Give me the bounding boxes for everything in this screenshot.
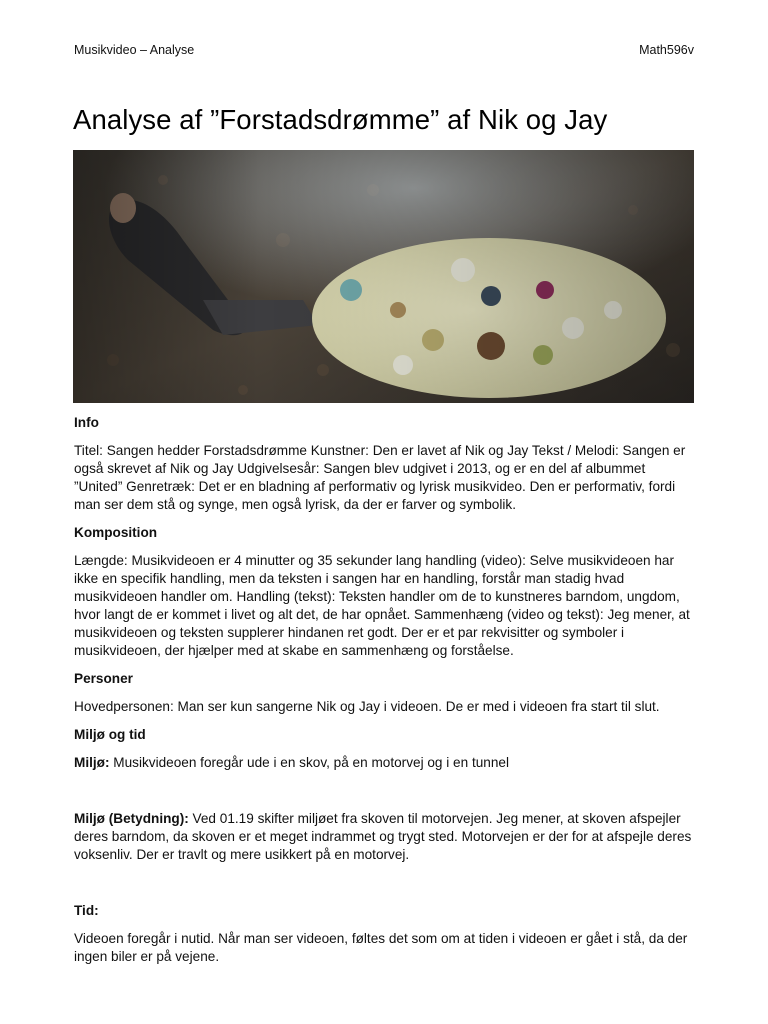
- betydning-paragraph: [74, 810, 696, 864]
- music-video-still-image: [73, 150, 694, 403]
- betydning-text: Ved 01.19 skifter miljøet fra skoven til motorvejen. Jeg mener, at skoven afspejler deres barndom, da skoven er et meget indrammet og trygt sted. Motorvejen er der for at afspejle deres voksenliv. Der er travlt og mere usikkert på en motorvej.: [74, 811, 692, 862]
- document-title: Analyse af ”Forstadsdrømme” af Nik og Jay: [73, 104, 608, 135]
- komposition-paragraph: Længde: Musikvideoen er 4 minutter og 35 sekunder lang handling (video): Selve musikvideoen har ikke en specifik handling, men da teksten i sangen har en handling, forstår man stadig hvad musikvideoen handler om. Handling (tekst): Teksten handler om de to kunstneres barndom, ungdom, hvor langt de er kommet i livet og alt det, de har opnået. Sammenhæng (video og tekst): Jeg mener, at musikvideoen og teksten supplerer hindanen ret godt. Der er et par rekvisitter og symboler i musikvideoen, der hjælper med at skabe en sammenhæng og forståelse.: [74, 553, 690, 658]
- personer-paragraph: Hovedpersonen: Man ser kun sangerne Nik og Jay i videoen. De er med i videoen fra start til slut.: [74, 699, 660, 714]
- personer-heading: Personer: [74, 671, 133, 686]
- document-body: [74, 414, 696, 966]
- info-paragraph: Titel: Sangen hedder Forstadsdrømme Kunstner: Den er lavet af Nik og Jay Tekst / Melodi: Sangen er også skrevet af Nik og Jay Udgivelsesår: Sangen blev udgivet i 2013, og er en del af albummet ”United” Genretræk: Det er en bladning af performativ og lyrisk musikvideo. Den er performativ, fordi man ser dem stå og synge, men også lyrisk, da der er farver og symbolik.: [74, 443, 686, 512]
- miljo-label: Miljø:: [74, 755, 110, 770]
- header-right: Math596v: [639, 43, 694, 57]
- page-header: [74, 43, 694, 61]
- tid-paragraph: Videoen foregår i nutid. Når man ser videoen, føltes det som om at tiden i videoen er gået i stå, da der ingen biler er på vejene.: [74, 931, 688, 964]
- komposition-heading: Komposition: [74, 525, 158, 540]
- info-heading: Info: [74, 415, 99, 430]
- miljo-paragraph: [74, 754, 696, 772]
- miljo-text: Musikvideoen foregår ude i en skov, på en motorvej og i en tunnel: [109, 755, 509, 770]
- betydning-label: Miljø (Betydning):: [74, 811, 189, 826]
- miljo-heading: Miljø og tid: [74, 727, 146, 742]
- tid-heading: Tid:: [74, 903, 99, 918]
- header-left: Musikvideo – Analyse: [74, 43, 195, 57]
